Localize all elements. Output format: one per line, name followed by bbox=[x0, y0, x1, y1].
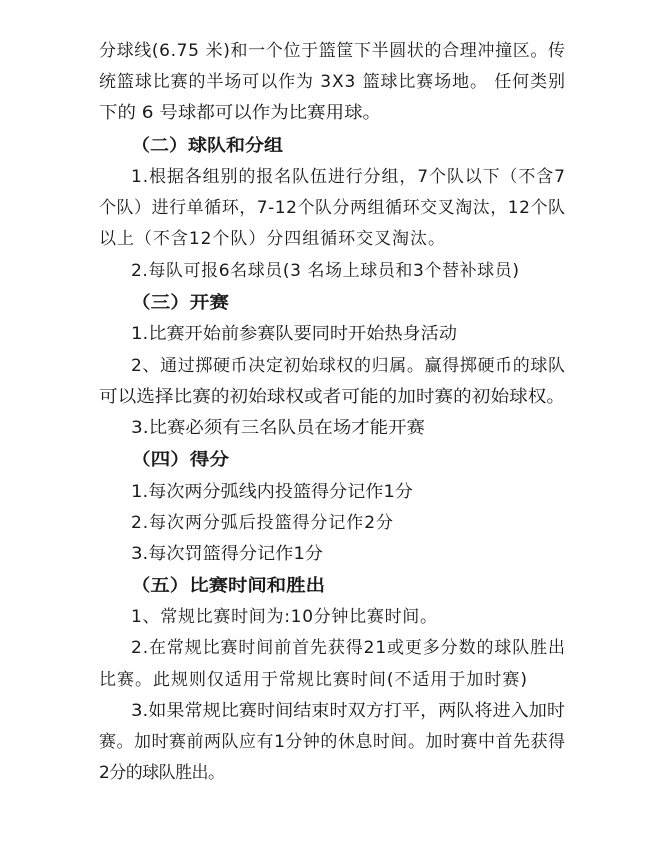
text-line: 下的 6 号球都可以作为比赛用球。 bbox=[99, 103, 382, 123]
text-line: 1.每次两分弧线内投篮得分记作1分 bbox=[131, 482, 414, 502]
text-line: 3.如果常规比赛时间结束时双方打平，两队将进入加时 bbox=[131, 701, 566, 721]
text-line: 统篮球比赛的半场可以作为 3X3 篮球比赛场地。 任何类别 bbox=[99, 72, 566, 92]
text-line: 3.每次罚篮得分记作1分 bbox=[131, 544, 324, 564]
text-line: 1.比赛开始前参赛队要同时开始热身活动 bbox=[131, 324, 457, 344]
text-line: 2分的球队胜出。 bbox=[99, 763, 225, 783]
text-line: 赛。加时赛前两队应有1分钟的休息时间。加时赛中首先获得 bbox=[99, 732, 566, 752]
text-line: 以上（不含12个队）分四组循环交叉淘汰。 bbox=[99, 229, 446, 249]
text-line: 2.每队可报6名球员(3 名场上球员和3个替补球员) bbox=[131, 261, 520, 281]
text-line: 可以选择比赛的初始球权或者可能的加时赛的初始球权。 bbox=[99, 387, 566, 407]
text-line: 1、常规比赛时间为:10分钟比赛时间。 bbox=[131, 607, 438, 627]
section-heading: （五）比赛时间和胜出 bbox=[131, 576, 326, 596]
text-line: 1.根据各组别的报名队伍进行分组，7个队以下（不含7 bbox=[131, 167, 566, 187]
text-line: 比赛。此规则仅适用于常规比赛时间(不适用于加时赛) bbox=[99, 670, 528, 690]
text-line: 分球线(6.75 米)和一个位于篮筐下半圆状的合理冲撞区。传 bbox=[99, 41, 566, 61]
text-line: 2.每次两分弧后投篮得分记作2分 bbox=[131, 513, 394, 533]
text-line: 3.比赛必须有三名队员在场才能开赛 bbox=[131, 418, 425, 438]
text-line: 个队）进行单循环，7-12个队分两组循环交叉淘汰，12个队 bbox=[99, 198, 566, 218]
text-line: 2.在常规比赛时间前首先获得21或更多分数的球队胜出 bbox=[131, 638, 566, 658]
section-heading: （四）得分 bbox=[131, 450, 229, 470]
text-line: 2、通过掷硬币决定初始球权的归属。赢得掷硬币的球队 bbox=[131, 356, 566, 376]
section-heading: （三）开赛 bbox=[131, 293, 229, 313]
section-heading: （二）球队和分组 bbox=[131, 136, 283, 156]
